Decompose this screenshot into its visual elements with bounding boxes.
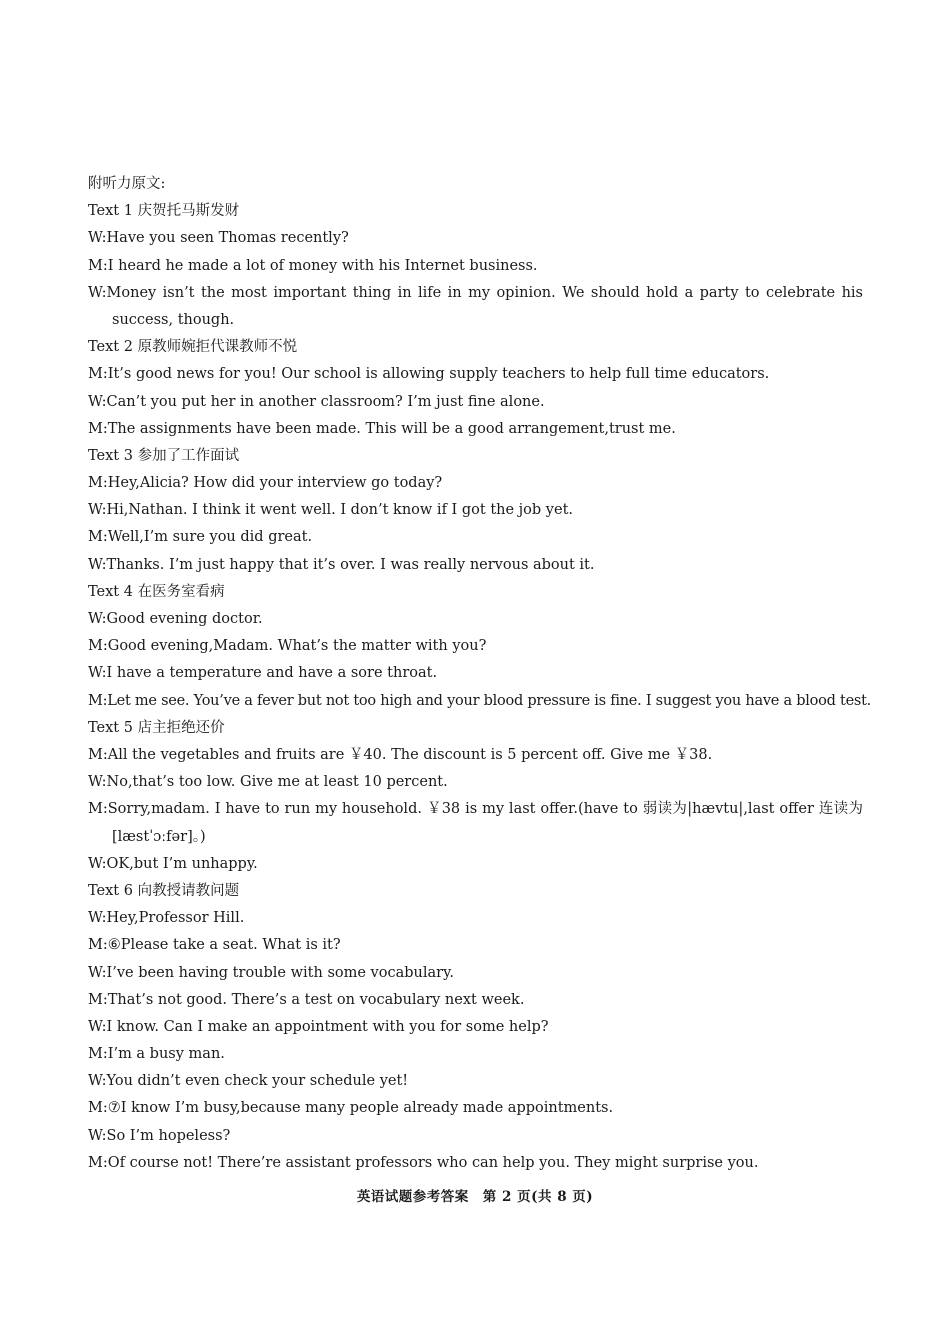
page-title: 附听力原文: (88, 176, 166, 192)
dialogue-line: W:Hi,Nathan. I think it went well. I don’t know if I got the job yet. (88, 502, 574, 519)
text-6-heading: Text 6 向教授请教问题 (88, 882, 240, 899)
dialogue-line: M:All the vegetables and fruits are ￥40. The discount is 5 percent off. Give me ￥38. (88, 746, 713, 763)
dialogue-line: W:Hey,Professor Hill. (88, 910, 245, 927)
dialogue-line: M:The assignments have been made. This will be a good arrangement,trust me. (88, 420, 676, 437)
dialogue-line: W:Can’t you put her in another classroom? I’m just fine alone. (88, 393, 545, 410)
dialogue-line: W:OK,but I’m unhappy. (88, 855, 258, 872)
dialogue-line: W:Thanks. I’m just happy that it’s over. I was really nervous about it. (88, 556, 595, 573)
dialogue-line: M:Sorry,madam. I have to run my household. ￥38 is my last offer.(have to 弱读为|hævtu|,last offer 连读为[læstˈɔːfər]。) (88, 801, 863, 845)
text-3-heading: Text 3 参加了工作面试 (88, 447, 240, 464)
dialogue-line: M:It’s good news for you! Our school is allowing supply teachers to help full time educators. (88, 366, 770, 383)
dialogue-line: W:Money isn’t the most important thing in life in my opinion. We should hold a party to celebrate his success, though. (88, 284, 863, 328)
dialogue-line: W:I’ve been having trouble with some vocabulary. (88, 964, 454, 981)
dialogue-line: W:No,that’s too low. Give me at least 10 percent. (88, 774, 448, 791)
dialogue-line: W:Good evening doctor. (88, 611, 263, 628)
dialogue-line: M:I heard he made a lot of money with his Internet business. (88, 257, 538, 274)
dialogue-line: M:Let me see. You’ve a fever but not too high and your blood pressure is fine. I suggest you have a blood test. (88, 692, 872, 709)
dialogue-line: M:Good evening,Madam. What’s the matter with you? (88, 638, 487, 655)
dialogue-line: W:I know. Can I make an appointment with you for some help? (88, 1018, 549, 1035)
dialogue-line: M:Hey,Alicia? How did your interview go today? (88, 475, 443, 492)
dialogue-line: W:So I’m hopeless? (88, 1127, 231, 1144)
dialogue-line: M:⑦I know I’m busy,because many people already made appointments. (88, 1100, 614, 1117)
dialogue-line: M:That’s not good. There’s a test on vocabulary next week. (88, 991, 525, 1008)
text-5-heading: Text 5 店主拒绝还价 (88, 719, 225, 736)
dialogue-line: M:⑥Please take a seat. What is it? (88, 937, 341, 954)
text-2-heading: Text 2 原教师婉拒代课教师不悦 (88, 339, 298, 356)
dialogue-line: W:I have a temperature and have a sore throat. (88, 665, 438, 682)
dialogue-line: W:Have you seen Thomas recently? (88, 230, 349, 247)
dialogue-line: M:Well,I’m sure you did great. (88, 529, 313, 546)
text-4-heading: Text 4 在医务室看病 (88, 583, 225, 600)
dialogue-line: W:You didn’t even check your schedule yet! (88, 1073, 409, 1090)
dialogue-line: M:Of course not! There’re assistant professors who can help you. They might surprise you. (88, 1154, 759, 1171)
document-body (88, 171, 872, 1177)
dialogue-line: M:I’m a busy man. (88, 1046, 225, 1063)
text-1-heading: Text 1 庆贺托马斯发财 (88, 203, 240, 220)
page-footer: 英语试题参考答案 第 2 页(共 8 页) (356, 1189, 594, 1205)
